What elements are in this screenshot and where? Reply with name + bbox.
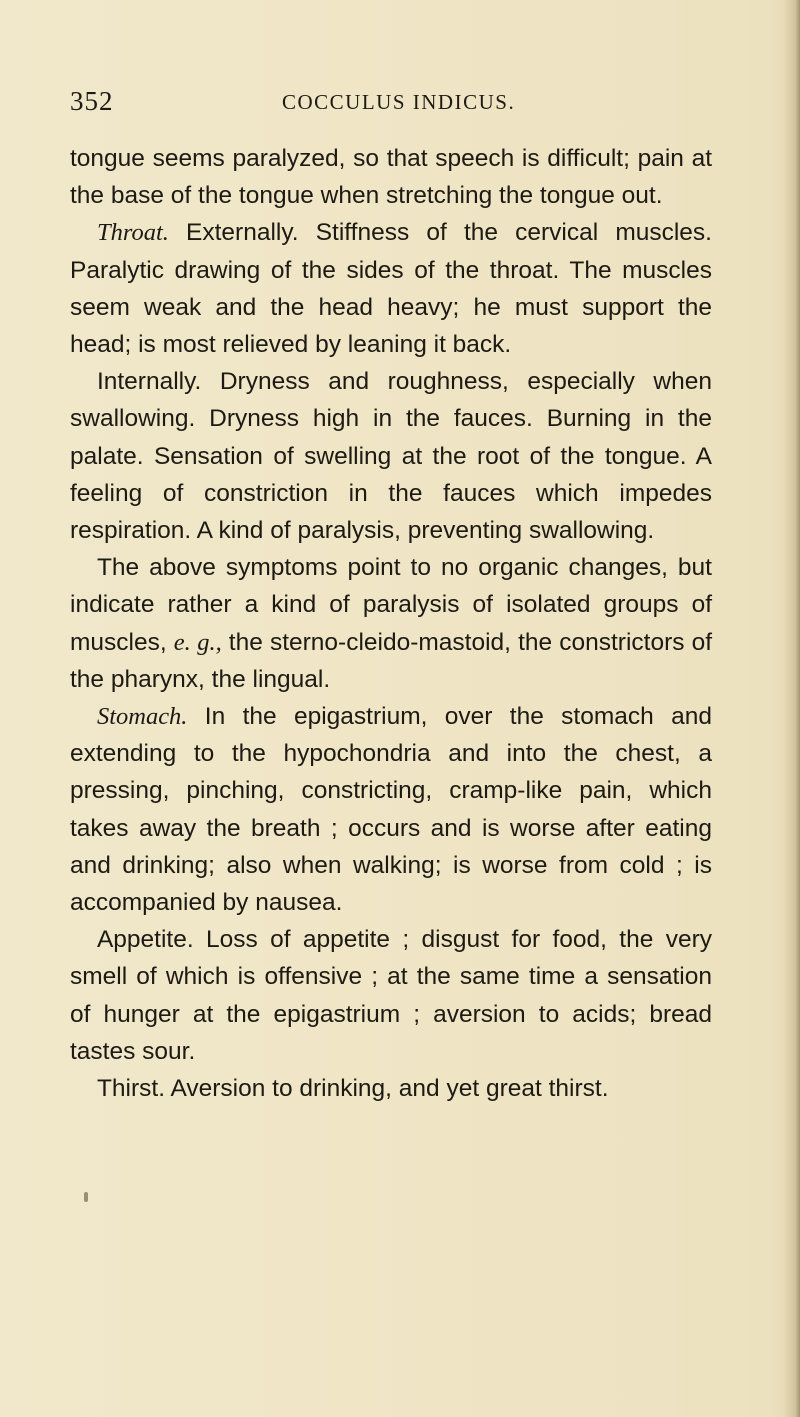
abbreviation-eg: e. g., (173, 628, 222, 656)
paragraph-text: Externally. Stiffness of the cervical muscles. Paralytic drawing of the sides of the throat. The muscles seem weak and the head heavy; he must support the head; is most relieved by leaning it back. (70, 219, 712, 359)
section-label-stomach: Stomach. (96, 703, 188, 731)
paragraph-throat-internally (70, 363, 712, 549)
paragraph-appetite (70, 921, 712, 1070)
page-edge-shadow (784, 0, 800, 1417)
paragraph-text: The above symptoms point to no organic changes, but indicate rather a kind of paralysis of isolated groups of muscles, (70, 554, 712, 656)
paragraph-tongue-continued (70, 140, 712, 214)
paragraph-throat (70, 214, 712, 363)
paragraph-stomach (70, 698, 712, 921)
paragraph-text: Thirst. Aversion to drinking, and yet great thirst. (96, 1075, 609, 1103)
paragraph-text: In the epigastrium, over the stomach and extending to the hypochondria and into the chest, a pressing, pinching, constricting, cramp-like pain, which takes away the breath ; occurs and is worse after eating and drinking; also when walking; is worse from cold ; is accompanied by nausea. (70, 703, 712, 917)
paragraph-text: Appetite. Loss of appetite ; disgust for food, the very smell of which is offensive ; at the same time a sensation of hunger at the epigastrium ; aversion to acids; bread tastes sour. (70, 926, 712, 1065)
paragraph-thirst (70, 1070, 712, 1107)
section-label-throat: Throat. (96, 219, 169, 247)
page-number: 352 (70, 86, 114, 116)
page-header (70, 86, 720, 126)
paragraph-text: Internally. Dryness and roughness, especially when swallowing. Dryness high in the fauces. Burning in the palate. Sensation of swelling at the root of the tongue. A feeling of constriction in the fauces which impedes respiration. A kind of paralysis, preventing swallowing. (70, 368, 712, 545)
page-body (70, 140, 712, 1107)
paragraph-text: the sterno-cleido-mastoid, the constrictors of the pharynx, the lingual. (70, 628, 713, 693)
paragraph-text: tongue seems paralyzed, so that speech is difficult; pain at the base of the tongue when stretching the tongue out. (70, 145, 712, 210)
ink-speck (84, 1192, 88, 1202)
running-head: COCCULUS INDICUS. (282, 90, 516, 114)
paragraph-throat-commentary (70, 549, 712, 698)
